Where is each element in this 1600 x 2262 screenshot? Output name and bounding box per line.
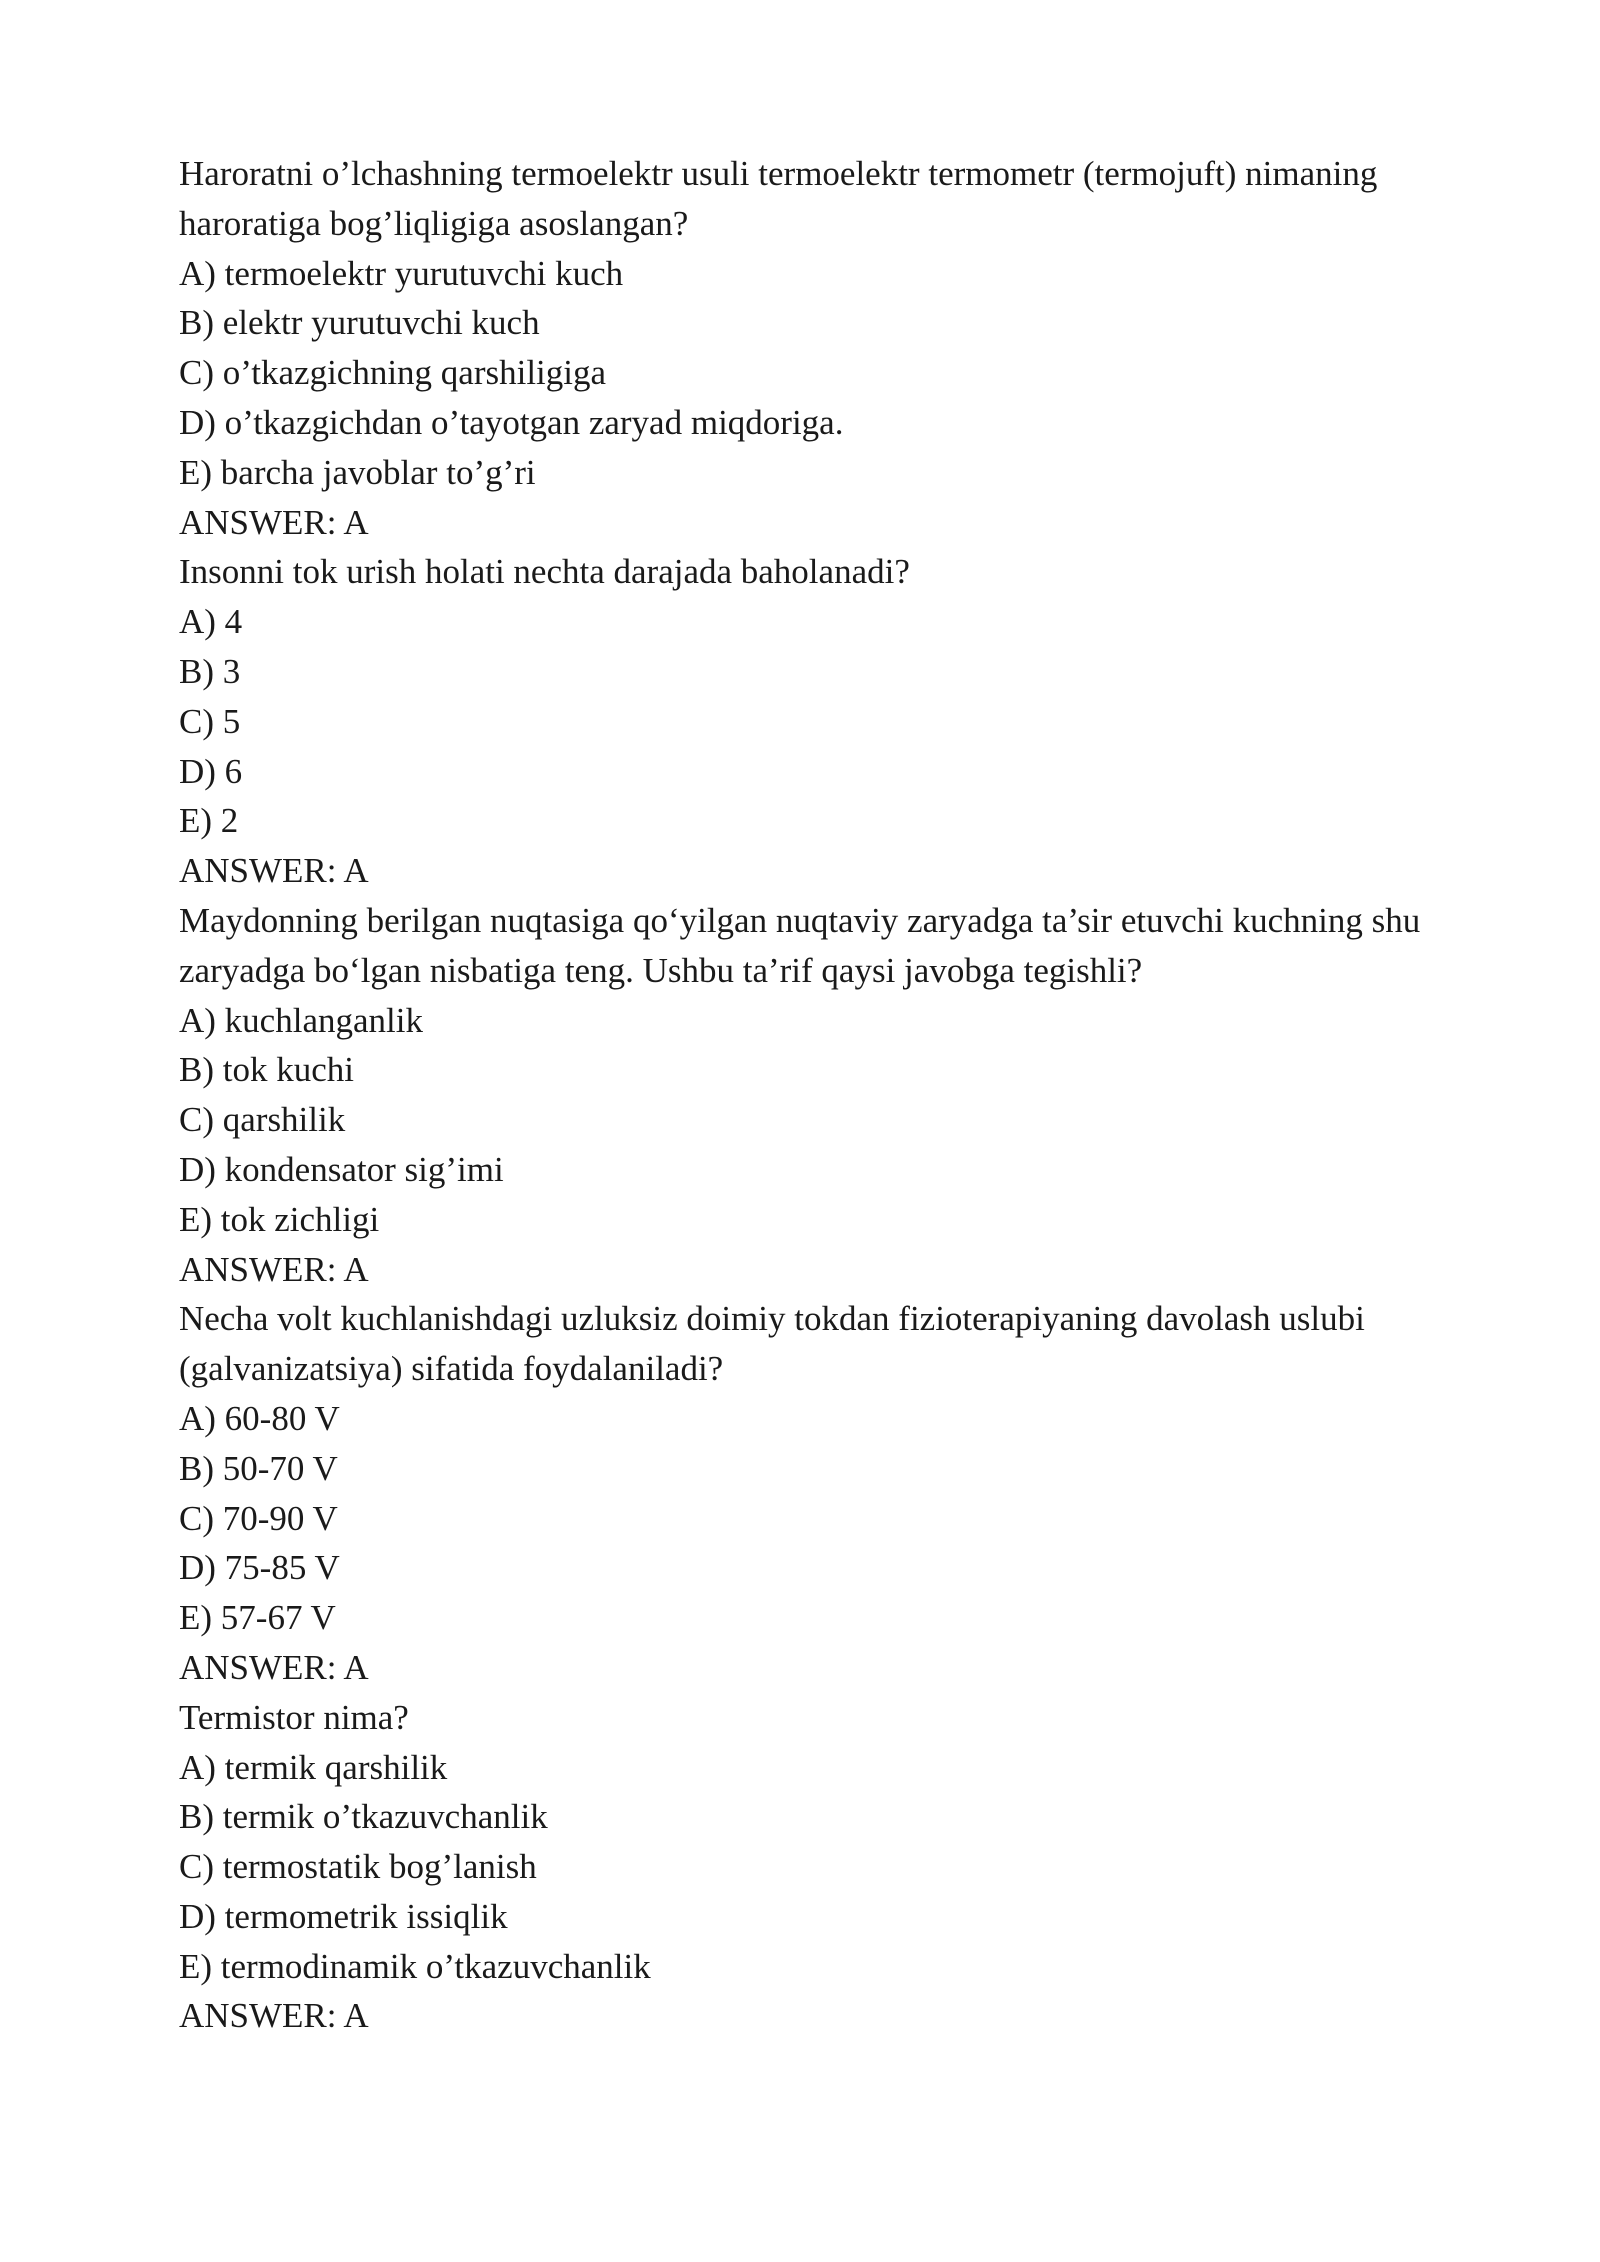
option-d: D) termometrik issiqlik — [179, 1896, 508, 1936]
option-d: D) o’tkazgichdan o’tayotgan zaryad miqdoriga. — [179, 402, 844, 442]
option-d: D) 75-85 V — [179, 1548, 340, 1588]
option-a: A) termoelektr yurutuvchi kuch — [179, 253, 624, 293]
option-a: A) termik qarshilik — [179, 1747, 448, 1787]
question-text: Maydonning berilgan nuqtasiga qo‘yilgan nuqtaviy zaryadga ta’sir etuvchi kuchning shu zaryadga bo‘lgan nisbatiga teng. Ushbu ta’rif qaysi javobga tegishli? — [179, 900, 1429, 990]
option-c: C) o’tkazgichning qarshiligiga — [179, 353, 607, 393]
option-b: B) tok kuchi — [179, 1050, 354, 1090]
option-d: D) kondensator sig’imi — [179, 1149, 504, 1189]
answer-line: ANSWER: A — [179, 1996, 369, 2036]
option-b: B) elektr yurutuvchi kuch — [179, 303, 540, 343]
option-c: C) 5 — [179, 701, 241, 741]
option-e: E) 2 — [179, 801, 239, 841]
question-block — [179, 1693, 1429, 2042]
option-b: B) termik o’tkazuvchanlik — [179, 1797, 548, 1837]
answer-line: ANSWER: A — [179, 502, 369, 542]
question-text: Necha volt kuchlanishdagi uzluksiz doimiy tokdan fizioterapiyaning davolash uslubi (galvanizatsiya) sifatida foydalaniladi? — [179, 1299, 1374, 1389]
answer-line: ANSWER: A — [179, 1647, 369, 1687]
option-e: E) termodinamik o’tkazuvchanlik — [179, 1946, 651, 1986]
option-a: A) 4 — [179, 602, 243, 642]
option-e: E) 57-67 V — [179, 1598, 336, 1638]
answer-line: ANSWER: A — [179, 1249, 369, 1289]
question-block — [179, 149, 1429, 547]
option-c: C) 70-90 V — [179, 1498, 338, 1538]
option-b: B) 50-70 V — [179, 1448, 338, 1488]
option-b: B) 3 — [179, 651, 241, 691]
question-block — [179, 896, 1429, 1294]
question-block — [179, 547, 1429, 896]
option-d: D) 6 — [179, 751, 243, 791]
option-e: E) tok zichligi — [179, 1199, 380, 1239]
option-e: E) barcha javoblar to’g’ri — [179, 452, 536, 492]
answer-line: ANSWER: A — [179, 851, 369, 891]
option-c: C) termostatik bog’lanish — [179, 1847, 537, 1887]
option-a: A) kuchlanganlik — [179, 1000, 423, 1040]
question-text: Insonni tok urish holati nechta darajada baholanadi? — [179, 552, 910, 592]
quiz-content — [179, 149, 1429, 2041]
question-block — [179, 1294, 1429, 1692]
option-a: A) 60-80 V — [179, 1398, 340, 1438]
question-text: Termistor nima? — [179, 1697, 409, 1737]
question-text: Haroratni o’lchashning termoelektr usuli termoelektr termometr (termojuft) nimaning haroratiga bog’liqligiga asoslangan? — [179, 154, 1387, 243]
option-c: C) qarshilik — [179, 1100, 346, 1140]
